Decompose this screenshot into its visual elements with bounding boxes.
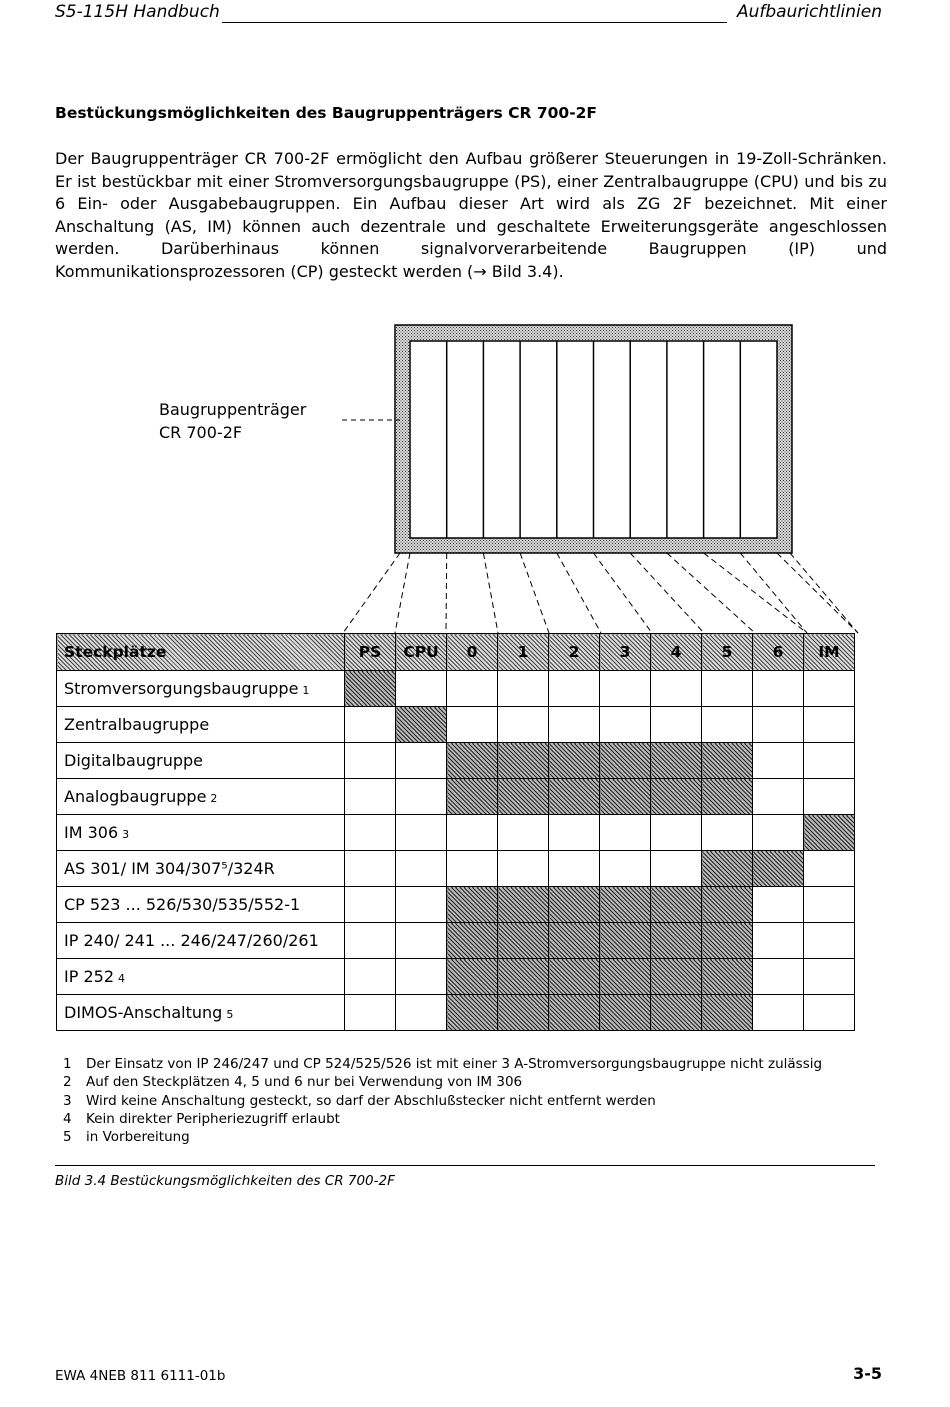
document-number: EWA 4NEB 811 6111-01b	[55, 1368, 226, 1384]
slot-allowed-cell	[702, 851, 753, 887]
slot-empty-cell	[396, 851, 447, 887]
slot-empty-cell	[447, 707, 498, 743]
slot-empty-cell	[600, 707, 651, 743]
slot-table	[56, 633, 855, 1031]
footnote-ref: 1	[302, 684, 310, 697]
footnote-text: in Vorbereitung	[86, 1129, 190, 1146]
header-chapter-title: Aufbaurichtlinien	[736, 2, 882, 22]
section-title: Bestückungsmöglichkeiten des Baugruppenträgers CR 700-2F	[55, 104, 598, 122]
header-slot-cell: 6	[753, 634, 804, 671]
slot-allowed-cell	[702, 995, 753, 1031]
slot-empty-cell	[804, 959, 855, 995]
slot-allowed-cell	[447, 959, 498, 995]
slot-allowed-cell	[549, 995, 600, 1031]
slot-allowed-cell	[549, 779, 600, 815]
table-row	[57, 815, 855, 851]
module-name	[57, 707, 345, 743]
table-row	[57, 887, 855, 923]
module-name	[57, 779, 345, 815]
module-name-text: Digitalbaugruppe	[64, 751, 204, 770]
slot-allowed-cell	[600, 923, 651, 959]
slot-allowed-cell	[702, 743, 753, 779]
figure-caption: Bild 3.4 Bestückungsmöglichkeiten des CR 700-2F	[55, 1173, 395, 1189]
module-name	[57, 671, 345, 707]
slot-allowed-cell	[651, 743, 702, 779]
table-row	[57, 779, 855, 815]
slot-empty-cell	[549, 851, 600, 887]
slot-empty-cell	[651, 707, 702, 743]
slot-empty-cell	[651, 815, 702, 851]
module-name	[57, 815, 345, 851]
slot-empty-cell	[498, 707, 549, 743]
slot-allowed-cell	[396, 707, 447, 743]
slot-empty-cell	[447, 851, 498, 887]
intro-paragraph: Der Baugruppenträger CR 700-2F ermöglicht den Aufbau größerer Steuerungen in 19-Zoll-Schränken. Er ist bestückbar mit einer Stromversorgungsbaugruppe (PS), einer Zentralbaugruppe (CPU) und bis zu 6 Ein- oder Ausgabebaugruppen. Ein Aufbau dieser Art wird als ZG 2F bezeichnet. Mit einer Anschaltung (AS, IM) können auch dezentrale und geschaltete Erweiterungsgeräte angeschlossen werden. Darüberhinaus können signalvorverarbeitende Baugruppen (IP) und Kommunikationsprozessoren (CP) gesteckt werden (→ Bild 3.4).	[55, 149, 887, 281]
module-name-text: IP 240/ 241 ... 246/247/260/261	[64, 931, 319, 950]
footnote-ref: 5	[226, 1008, 234, 1021]
slot-empty-cell	[804, 851, 855, 887]
slot-allowed-cell	[753, 851, 804, 887]
slot-allowed-cell	[498, 887, 549, 923]
slot-empty-cell	[753, 671, 804, 707]
slot-allowed-cell	[600, 887, 651, 923]
slot-allowed-cell	[702, 959, 753, 995]
slot-empty-cell	[498, 671, 549, 707]
footnote-number: 4	[63, 1110, 72, 1127]
slot-allowed-cell	[600, 959, 651, 995]
module-name	[57, 959, 345, 995]
module-name-text: IM 306	[64, 823, 119, 842]
slot-empty-cell	[804, 743, 855, 779]
page-number: 3-5	[853, 1364, 882, 1383]
slot-empty-cell	[345, 923, 396, 959]
footnote-number: 1	[63, 1056, 72, 1072]
header-slot-cell: 4	[651, 634, 702, 671]
slot-empty-cell	[396, 995, 447, 1031]
slot-allowed-cell	[498, 959, 549, 995]
header-slot-cell: IM	[804, 634, 855, 671]
slot-allowed-cell	[447, 779, 498, 815]
slot-empty-cell	[804, 671, 855, 707]
table-row	[57, 995, 855, 1031]
slot-empty-cell	[804, 923, 855, 959]
slot-allowed-cell	[345, 671, 396, 707]
slot-empty-cell	[753, 779, 804, 815]
header-slot-cell: 2	[549, 634, 600, 671]
header-slot-cell: PS	[345, 634, 396, 671]
footnote-ref: 4	[118, 972, 125, 985]
footnote-number: 3	[63, 1092, 72, 1109]
header-slot-cell: 5	[702, 634, 753, 671]
footnote-text: Kein direkter Peripheriezugriff erlaubt	[86, 1110, 340, 1127]
slot-empty-cell	[702, 707, 753, 743]
slot-empty-cell	[753, 707, 804, 743]
slot-empty-cell	[600, 671, 651, 707]
table-row	[57, 959, 855, 995]
slot-empty-cell	[600, 851, 651, 887]
slot-allowed-cell	[651, 923, 702, 959]
slot-allowed-cell	[549, 923, 600, 959]
slot-empty-cell	[447, 815, 498, 851]
slot-empty-cell	[396, 887, 447, 923]
slot-allowed-cell	[600, 995, 651, 1031]
slot-allowed-cell	[804, 815, 855, 851]
slot-allowed-cell	[702, 923, 753, 959]
slot-empty-cell	[753, 743, 804, 779]
rack-label-line-2: CR 700-2F	[159, 423, 243, 442]
table-row	[57, 743, 855, 779]
footnote-text: Wird keine Anschaltung gesteckt, so darf der Abschlußstecker nicht entfernt werden	[86, 1092, 656, 1109]
slot-empty-cell	[702, 815, 753, 851]
slot-empty-cell	[396, 743, 447, 779]
slot-empty-cell	[396, 923, 447, 959]
slot-allowed-cell	[447, 743, 498, 779]
slot-allowed-cell	[651, 995, 702, 1031]
footnote-number: 2	[63, 1074, 72, 1091]
slot-empty-cell	[345, 779, 396, 815]
module-name	[57, 923, 345, 959]
module-name-text: CP 523 ... 526/530/535/552-1	[64, 895, 301, 914]
slot-empty-cell	[804, 707, 855, 743]
slot-projection-lines	[343, 553, 858, 633]
slot-empty-cell	[345, 815, 396, 851]
footnote-number: 5	[63, 1129, 72, 1146]
slot-allowed-cell	[498, 743, 549, 779]
table-row	[57, 707, 855, 743]
slot-allowed-cell	[549, 887, 600, 923]
slot-empty-cell	[345, 959, 396, 995]
table-row	[57, 923, 855, 959]
table-row	[57, 851, 855, 887]
slot-empty-cell	[600, 815, 651, 851]
footnote-text: Auf den Steckplätzen 4, 5 und 6 nur bei Verwendung von IM 306	[86, 1074, 523, 1091]
footnote	[63, 1074, 522, 1090]
slot-empty-cell	[498, 851, 549, 887]
header-slot-cell: 3	[600, 634, 651, 671]
table-row	[57, 671, 855, 707]
header-manual-title: S5-115H Handbuch	[55, 2, 220, 22]
slot-allowed-cell	[600, 743, 651, 779]
slot-allowed-cell	[498, 779, 549, 815]
slot-empty-cell	[753, 995, 804, 1031]
slot-empty-cell	[396, 815, 447, 851]
header-slot-cell: 0	[447, 634, 498, 671]
module-name-text: Zentralbaugruppe	[64, 715, 210, 734]
slot-empty-cell	[651, 671, 702, 707]
slot-empty-cell	[804, 995, 855, 1031]
module-name	[57, 743, 345, 779]
slot-empty-cell	[804, 887, 855, 923]
header-slot-cell: CPU	[396, 634, 447, 671]
module-name	[57, 851, 345, 887]
slot-empty-cell	[396, 779, 447, 815]
slot-empty-cell	[396, 671, 447, 707]
slot-allowed-cell	[447, 923, 498, 959]
rack-diagram	[0, 0, 950, 640]
slot-empty-cell	[498, 815, 549, 851]
slot-empty-cell	[804, 779, 855, 815]
header-slots: Steckplätze	[57, 634, 345, 671]
slot-empty-cell	[345, 743, 396, 779]
slot-empty-cell	[549, 707, 600, 743]
footnote	[63, 1093, 656, 1109]
slot-empty-cell	[549, 671, 600, 707]
rack-label-line-1: Baugruppenträger	[159, 400, 307, 419]
slot-empty-cell	[345, 887, 396, 923]
slot-allowed-cell	[651, 779, 702, 815]
slot-allowed-cell	[702, 887, 753, 923]
slot-allowed-cell	[600, 779, 651, 815]
module-name-text: DIMOS-Anschaltung	[64, 1003, 223, 1022]
slot-empty-cell	[753, 923, 804, 959]
slot-allowed-cell	[447, 995, 498, 1031]
slot-allowed-cell	[498, 923, 549, 959]
footnote-text: Der Einsatz von IP 246/247 und CP 524/525/526 ist mit einer 3 A-Stromversorgungsbaugruppe nicht zulässig	[86, 1056, 823, 1072]
slot-empty-cell	[345, 707, 396, 743]
slot-allowed-cell	[651, 959, 702, 995]
slot-allowed-cell	[651, 887, 702, 923]
caption-rule	[55, 1165, 875, 1166]
slot-allowed-cell	[498, 995, 549, 1031]
slot-empty-cell	[345, 995, 396, 1031]
slot-empty-cell	[753, 959, 804, 995]
header-slot-cell: 1	[498, 634, 549, 671]
slot-empty-cell	[447, 671, 498, 707]
slot-empty-cell	[753, 815, 804, 851]
footnote	[63, 1111, 340, 1127]
footnote	[63, 1056, 822, 1072]
module-name	[57, 887, 345, 923]
slot-allowed-cell	[447, 887, 498, 923]
table-header-row	[57, 634, 855, 671]
slot-empty-cell	[753, 887, 804, 923]
slot-allowed-cell	[702, 779, 753, 815]
slot-empty-cell	[549, 815, 600, 851]
module-name-text: Stromversorgungsbaugruppe	[64, 679, 299, 698]
module-name-text: IP 252	[64, 967, 114, 986]
footnote-ref: 2	[210, 792, 218, 805]
slot-empty-cell	[651, 851, 702, 887]
slot-allowed-cell	[549, 959, 600, 995]
module-name-text: AS 301/ IM 304/307⁵/324R	[64, 859, 275, 878]
slot-empty-cell	[345, 851, 396, 887]
slot-allowed-cell	[549, 743, 600, 779]
footnote-ref: 3	[122, 828, 130, 841]
slot-empty-cell	[702, 671, 753, 707]
slot-empty-cell	[396, 959, 447, 995]
module-name-text: Analogbaugruppe	[64, 787, 207, 806]
module-name	[57, 995, 345, 1031]
footnote	[63, 1129, 190, 1145]
